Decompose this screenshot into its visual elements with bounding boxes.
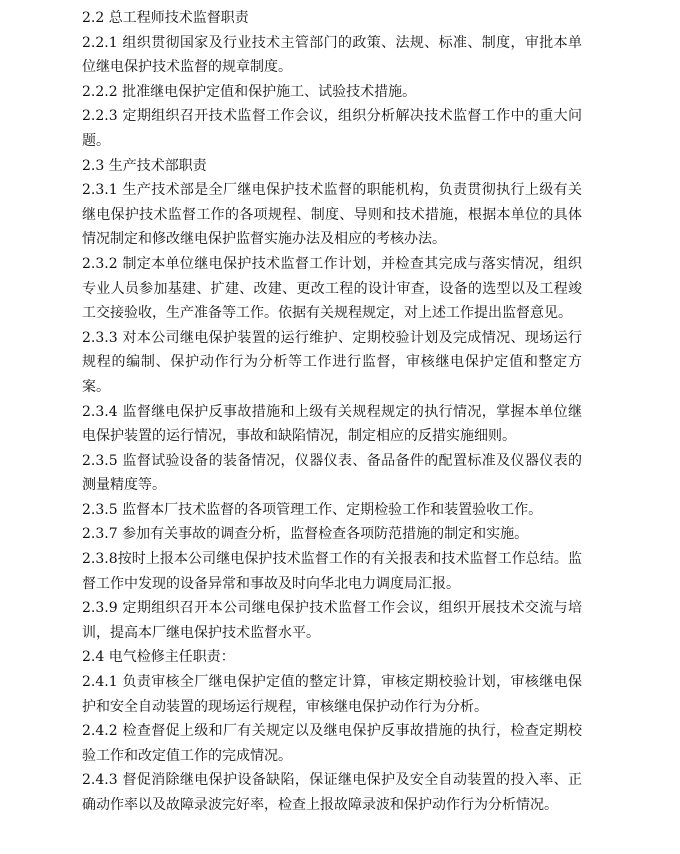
paragraph-2-4-3: 2.4.3 督促消除继电保护设备缺陷，保证继电保护及安全自动装置的投入率、正确动作率以及故障录波完好率，检查上报故障录波和保护动作行为分析情况。 [82,772,582,813]
paragraph-2-2-3: 2.2.3 定期组织召开技术监督工作会议，组织分析解决技术监督工作中的重大问题。 [82,108,582,149]
paragraph-2-4-1: 2.4.1 负责审核全厂继电保护定值的整定计算，审核定期校验计划，审核继电保护和安全自动装置的现场运行规程，审核继电保护动作行为分析。 [82,674,582,715]
paragraph-2-3-9: 2.3.9 定期组织召开本公司继电保护技术监督工作会议，组织开展技术交流与培训，提高本厂继电保护技术监督水平。 [82,600,582,641]
paragraph-2-3-3: 2.3.3 对本公司继电保护装置的运行维护、定期校验计划及完成情况、现场运行规程的编制、保护动作行为分析等工作进行监督，审核继电保护定值和整定方案。 [82,329,582,395]
paragraph-2-3-4: 2.3.4 监督继电保护反事故措施和上级有关规程规定的执行情况，掌握本单位继电保护装置的运行情况，事故和缺陷情况，制定相应的反措实施细则。 [82,403,582,445]
section-heading-2-4: 2.4 电气检修主任职责： [82,649,235,666]
paragraph-2-3-5a: 2.3.5 监督试验设备的装备情况，仪器仪表、备品备件的配置标准及仪器仪表的测量精度等。 [82,452,582,494]
paragraph-2-2-2: 2.2.2 批准继电保护定值和保护施工、试验技术措施。 [82,83,417,100]
paragraph-2-3-1: 2.3.1 生产技术部是全厂继电保护技术监督的职能机构，负责贯彻执行上级有关继电保护技术监督工作的各项规程、制度、导则和技术措施，根据本单位的具体情况制定和修改继电保护监督实施办法及相应的考核办法。 [82,182,582,248]
paragraph-2-3-2: 2.3.2 制定本单位继电保护技术监督工作计划，并检查其完成与落实情况，组织专业人员参加基建、扩建、改建、更改工程的设计审查，设备的选型以及工程竣工交接验收，生产准备等工作。依据有关规程规定，对上述工作提出监督意见。 [82,255,582,322]
paragraph-2-3-7: 2.3.7 参加有关事故的调查分析，监督检查各项防范措施的制定和实施。 [82,526,529,543]
document-page [82,6,582,818]
section-heading-2-2: 2.2 总工程师技术监督职责 [82,10,249,26]
paragraph-2-3-8: 2.3.8按时上报本公司继电保护技术监督工作的有关报表和技术监督工作总结。监督工作中发现的设备异常和事故及时向华北电力调度局汇报。 [82,551,582,592]
section-heading-2-3: 2.3 生产技术部职责 [82,157,207,174]
paragraph-2-4-2: 2.4.2 检查督促上级和厂有关规定以及继电保护反事故措施的执行，检查定期校验工作和改定值工作的完成情况。 [82,723,582,764]
paragraph-2-3-5b: 2.3.5 监督本厂技术监督的各项管理工作、定期检验工作和装置验收工作。 [82,501,543,518]
paragraph-2-2-1: 2.2.1 组织贯彻国家及行业技术主管部门的政策、法规、标准、制度，审批本单位继电保护技术监督的规章制度。 [82,34,582,76]
